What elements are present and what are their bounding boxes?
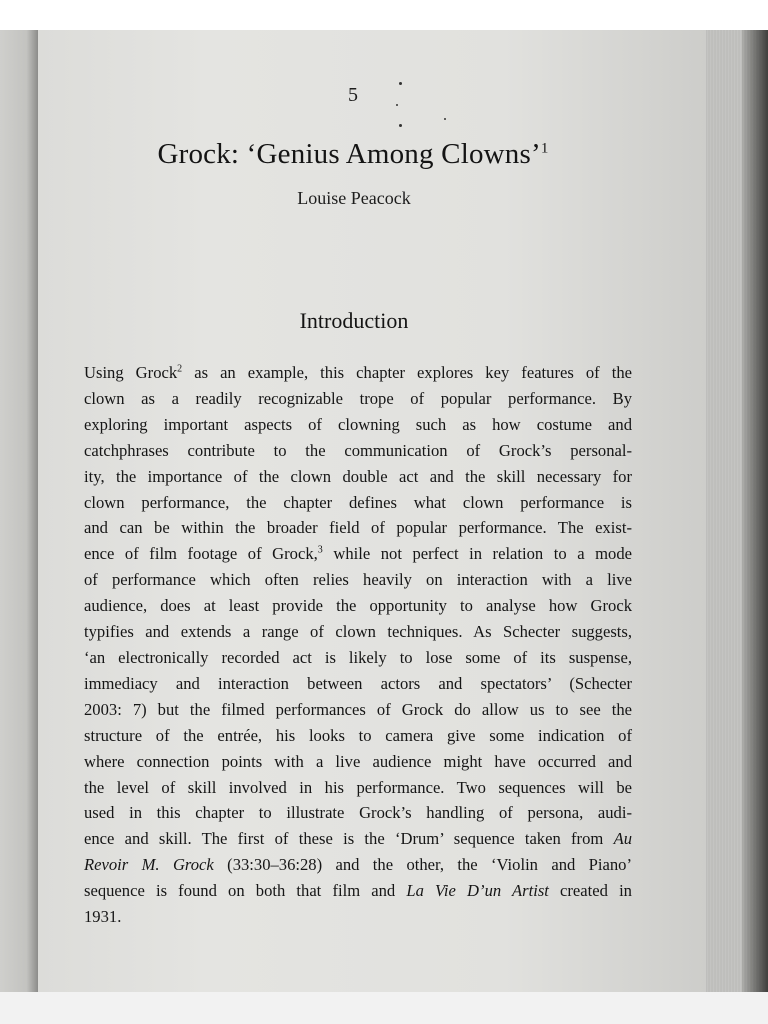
text-line: ence and skill. The first of these is the ‘Drum’ sequence taken from Au	[84, 829, 632, 849]
bottom-background	[0, 992, 768, 1024]
text-line: Using Grock$^2$ as an example, this chapter explores key features of the	[84, 363, 632, 382]
text-line: immediacy and interaction between actors and spectators’ (Schecter	[84, 673, 632, 693]
text-line: used in this chapter to illustrate Grock’s handling of persona, audi-	[84, 803, 632, 823]
film-title: Au	[613, 829, 632, 849]
text-line: catchphrases contribute to the communication of Grock’s personal-	[84, 440, 632, 460]
page-edges	[706, 30, 768, 992]
text-line: sequence is found on both that film and La Vie D’un Artist created in	[84, 881, 632, 901]
film-title: La Vie D’un Artist	[406, 881, 549, 901]
chapter-title	[0, 138, 706, 171]
text-line: Revoir M. Grock (33:30–36:28) and the other, the ‘Violin and Piano’	[84, 855, 632, 875]
text-line: ‘an electronically recorded act is likely to lose some of its suspense,	[84, 647, 632, 667]
text-line: and can be within the broader field of popular performance. The exist-	[84, 518, 632, 538]
text-line: ence of film footage of Grock,$^3$ while not perfect in relation to a mode	[84, 544, 632, 564]
text-line: clown as a readily recognizable trope of popular performance. By	[84, 388, 632, 408]
chapter-title-text: Grock: ‘Genius Among Clowns’	[157, 138, 541, 170]
body-paragraph	[84, 360, 632, 930]
text-line: exploring important aspects of clowning such as how costume and	[84, 414, 632, 434]
text-line: audience, does at least provide the opportunity to analyse how Grock	[84, 596, 632, 616]
text-line: the level of skill involved in his performance. Two sequences will be	[84, 777, 632, 797]
text-line: typifies and extends a range of clown techniques. As Schecter suggests,	[84, 622, 632, 642]
text-line: ity, the importance of the clown double act and the skill necessary for	[84, 466, 632, 486]
top-background	[0, 0, 768, 30]
text-line: 1931.	[84, 907, 122, 927]
text-line: of performance which often relies heavily on interaction with a live	[84, 570, 632, 590]
text-line: clown performance, the chapter defines what clown performance is	[84, 492, 632, 512]
chapter-author: Louise Peacock	[297, 188, 411, 208]
text-line: structure of the entrée, his looks to camera give some indication of	[84, 725, 632, 745]
footnote-marker: 2	[177, 363, 183, 375]
section-heading: Introduction	[299, 308, 409, 333]
title-footnote-marker: 1	[540, 140, 549, 157]
chapter-number: 5	[348, 84, 358, 106]
text-line: 2003: 7) but the filmed performances of Grock do allow us to see the	[84, 699, 632, 719]
footnote-marker: 3	[317, 544, 323, 556]
facing-page-edge	[0, 30, 38, 992]
text-line: where connection points with a live audience might have occurred and	[84, 751, 632, 771]
film-title: Revoir M. Grock	[84, 855, 214, 875]
